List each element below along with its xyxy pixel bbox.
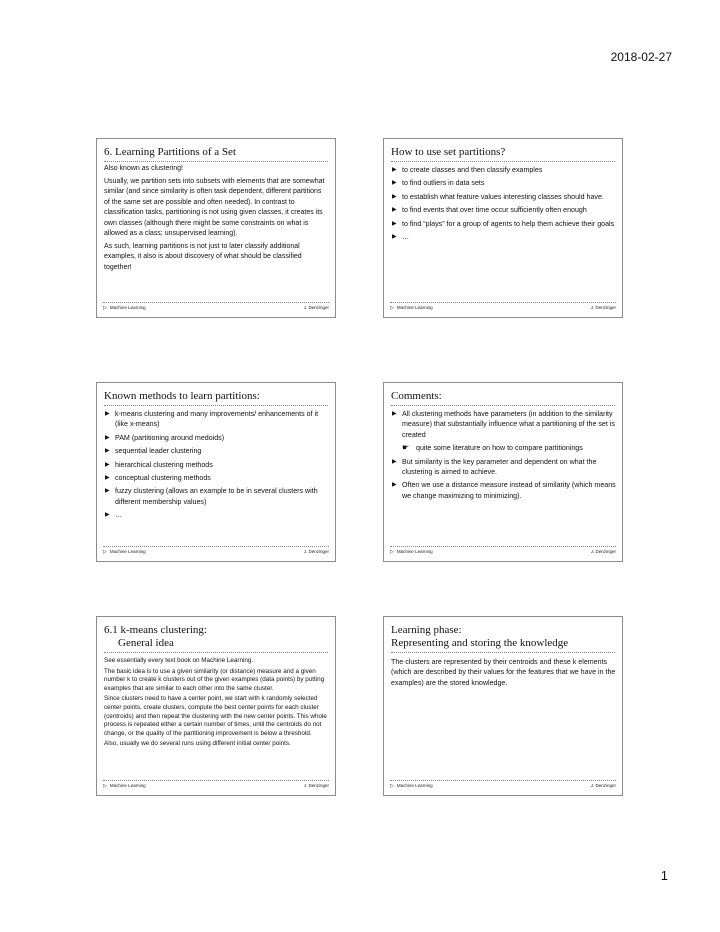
list-item <box>104 486 329 507</box>
slide-body <box>104 657 329 751</box>
slide-footer <box>103 302 329 311</box>
list-item <box>391 178 616 188</box>
footer-author: J. Denzinger <box>303 783 329 788</box>
list-item <box>104 446 329 456</box>
list-item <box>391 192 616 202</box>
slide-paragraph: Since clusters need to have a center point, we start with k randomly selected center points, create clusters, compute the best center points for each cluster (centroids) and then repeat the clustering with the new center points. This whole process is repeated either a certain number of times, until the centroids do not change, or the quality of the partitioning improvement is below a threshold. <box>104 695 327 737</box>
slide-body <box>391 165 616 245</box>
slide-title <box>391 146 615 162</box>
list-item-text: conceptual clustering methods <box>115 474 211 483</box>
footer-triangle-icon: ▷ <box>103 549 107 555</box>
list-item <box>104 473 329 483</box>
list-item <box>104 433 329 443</box>
footer-course: Machine Learning <box>396 549 433 554</box>
slide-title-line: Representing and storing the knowledge <box>391 637 569 649</box>
list-item-text: to find events that over time occur sufficiently often enough <box>402 206 587 215</box>
page-number: 1 <box>660 868 668 883</box>
bullet-arrow-icon: ▶ <box>392 482 397 489</box>
bullet-arrow-icon: ▶ <box>392 207 397 214</box>
bullet-list <box>391 409 616 501</box>
slide-learning-phase <box>383 616 623 796</box>
list-item-text: k-means clustering and many improvements/ enhancements of it (like x-means) <box>115 410 319 429</box>
bullet-arrow-icon: ▶ <box>392 167 397 173</box>
bullet-arrow-icon: ▶ <box>105 434 110 441</box>
slide-title-line: Known methods to learn partitions: <box>104 390 260 402</box>
list-item <box>391 480 616 501</box>
page-date: 2018-02-27 <box>610 50 672 64</box>
list-item-text: Often we use a distance measure instead of similarity (which means we change maximizing to minimizing). <box>402 481 616 500</box>
footer-course: Machine Learning <box>109 783 146 788</box>
bullet-arrow-icon: ▶ <box>392 193 397 200</box>
list-subitem <box>391 443 616 453</box>
list-item-text: … <box>402 233 410 242</box>
slide-title-line: How to use set partitions? <box>391 146 506 158</box>
footer-triangle-icon: ▷ <box>103 783 107 789</box>
bullet-arrow-icon: ▶ <box>392 180 397 187</box>
slide-set-partitions-uses <box>383 138 623 318</box>
slide-paragraph: Also, usually we do several runs using different initial center points. <box>104 740 291 748</box>
list-item-text: to establish what feature values interesting classes should have. <box>402 192 604 201</box>
slide-footer <box>103 546 329 555</box>
slide-title-line: Comments: <box>391 390 442 402</box>
bullet-arrow-icon: ▶ <box>392 411 397 417</box>
list-item-text: hierarchical clustering methods <box>115 460 213 469</box>
bullet-list <box>104 409 329 521</box>
footer-course: Machine Learning <box>396 783 433 788</box>
footer-course: Machine Learning <box>109 305 146 310</box>
list-item-text: fuzzy clustering (allows an example to be in several clusters with different membership values) <box>115 487 318 506</box>
list-item-text: PAM (partitioning around medoids) <box>115 433 225 442</box>
list-item <box>104 510 329 520</box>
bullet-list <box>391 165 616 242</box>
bullet-arrow-icon: ▶ <box>105 475 110 482</box>
footer-author: J. Denzinger <box>303 305 329 310</box>
slide-paragraph: The basic idea is to use a given similarity (or distance) measure and a given number k to create k clusters out of the given examples (data points) by putting examples that are similar to each other into the same cluster. <box>104 667 325 692</box>
list-item <box>391 205 616 215</box>
slide-body <box>391 409 616 504</box>
list-item-text: quite some literature on how to compare partitionings <box>416 444 583 453</box>
slide-title <box>104 624 328 653</box>
footer-course: Machine Learning <box>396 305 433 310</box>
footer-triangle-icon: ▷ <box>390 783 394 789</box>
list-item-text: All clustering methods have parameters (in addition to the similarity measure) that substantially influence what a partitioning of the set is created <box>402 410 615 439</box>
list-item <box>391 457 616 478</box>
bullet-arrow-icon: ▶ <box>105 448 110 455</box>
slide-paragraph: The clusters are represented by their centroids and these k elements (which are described by their values for the features that we have in the examples) are the stored knowledge. <box>391 658 616 687</box>
bullet-arrow-icon: ▶ <box>105 461 110 468</box>
slide-title-line: Learning phase: <box>391 624 462 636</box>
footer-author: J. Denzinger <box>590 549 616 554</box>
slide-paragraph: Usually, we partition sets into subsets with elements that are somewhat similar (and since similarity is often task dependent, different partitions of the same set are possible and often needed). In contrast to classification tasks, partitioning is not using given classes, it creates its own classes (although there might be some constraints on what is allowed as a class; unsupervised learning). <box>104 177 325 237</box>
slide-kmeans-general-idea <box>96 616 336 796</box>
footer-course: Machine Learning <box>109 549 146 554</box>
list-item-text: But similarity is the key parameter and dependent on what the clustering is aimed to achieve. <box>402 457 597 477</box>
list-item-text: to find outliers in data sets <box>402 179 485 188</box>
slide-title <box>104 390 328 406</box>
bullet-arrow-icon: ▶ <box>392 234 397 241</box>
bullet-arrow-icon: ▶ <box>392 458 397 465</box>
bullet-arrow-icon: ▶ <box>105 512 110 519</box>
list-item <box>391 409 616 440</box>
slide-footer <box>103 780 329 789</box>
slide-footer <box>390 302 616 311</box>
slide-title-line: 6.1 k-means clustering: <box>104 624 207 636</box>
list-item <box>391 165 616 175</box>
footer-triangle-icon: ▷ <box>390 549 394 555</box>
slide-known-methods <box>96 382 336 562</box>
list-item-text: … <box>115 511 123 520</box>
slide-body <box>391 657 616 690</box>
slide-paragraph: As such, learning partitions is not just to later classify additional examples, it also is about discovery of what should be classified together! <box>104 242 302 271</box>
slide-title <box>104 146 328 162</box>
slide-title <box>391 390 615 406</box>
slide-body <box>104 164 329 275</box>
slide-title <box>391 624 615 653</box>
list-item <box>391 219 616 229</box>
footer-author: J. Denzinger <box>303 549 329 554</box>
list-item-text: to find “plays” for a group of agents to help them achieve their goals <box>402 219 615 228</box>
slide-paragraph: See essentially every text book on Machine Learning. <box>104 657 254 664</box>
slide-footer <box>390 780 616 789</box>
footer-triangle-icon: ▷ <box>390 305 394 311</box>
bullet-arrow-icon: ▶ <box>105 411 110 417</box>
list-item <box>104 460 329 470</box>
list-item-text: sequential leader clustering <box>115 447 202 456</box>
slide-body <box>104 409 329 524</box>
bullet-arrow-icon: ▶ <box>392 220 397 227</box>
bullet-arrow-icon: ▶ <box>105 488 110 495</box>
list-item <box>391 232 616 242</box>
footer-author: J. Denzinger <box>590 305 616 310</box>
footer-triangle-icon: ▷ <box>103 305 107 311</box>
slide-paragraph: Also known as clustering! <box>104 165 183 172</box>
slide-title-line: General idea <box>118 637 174 649</box>
slide-learning-partitions <box>96 138 336 318</box>
pointing-hand-icon: ☛ <box>402 443 410 453</box>
slide-footer <box>390 546 616 555</box>
footer-author: J. Denzinger <box>590 783 616 788</box>
slide-title-line: 6. Learning Partitions of a Set <box>104 146 236 158</box>
list-item <box>104 409 329 430</box>
slide-comments <box>383 382 623 562</box>
list-item-text: to create classes and then classify examples <box>402 166 543 174</box>
